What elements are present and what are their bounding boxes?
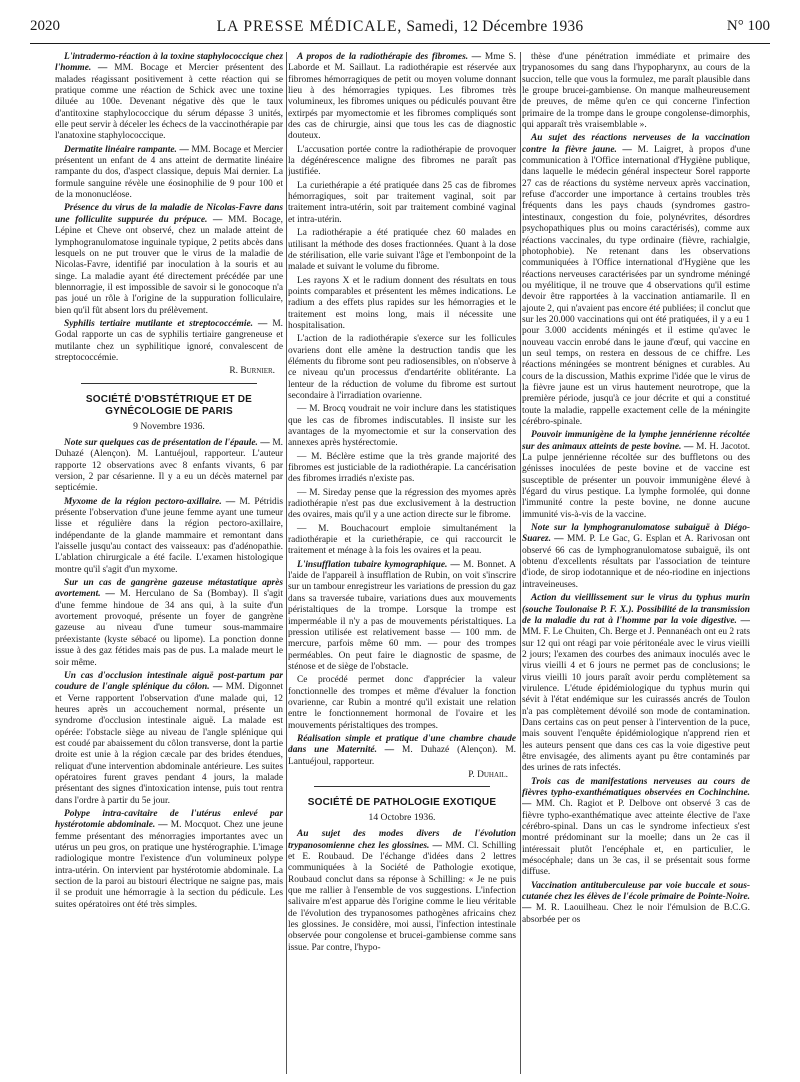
article-paragraph bbox=[55, 203, 283, 316]
article-authors: MM. Ch. Ragiot et P. Delbove bbox=[535, 799, 661, 810]
article-paragraph bbox=[55, 578, 283, 669]
article-paragraph bbox=[288, 560, 516, 673]
article-authors: M. H. Jacotot. bbox=[696, 441, 750, 452]
article-paragraph bbox=[288, 524, 516, 558]
article-title: L'intradermo-réaction à la toxine staphylococcique chez l'homme. — bbox=[55, 52, 283, 74]
article-text: Chez une jeune femme présentant des ménorragies importantes avec un utérus un peu gros, on pratique une hystérographie. L'image radiologique montre l'existence d'un volumineux polype intra-utérin. On intervient par hystérotomie abdominale. La section de la paroi au bistouri électrique ne saigne pas, mais il se produit une hémorragie à la section du pédicule. Les suites opératoires ont été très simples. bbox=[55, 820, 283, 910]
article-paragraph bbox=[288, 404, 516, 449]
article-title: Myxome de la région pectoro-axillaire. — bbox=[64, 496, 236, 507]
article-authors: MM. Bocage, Lépine et Cheve bbox=[55, 214, 283, 237]
article-paragraph bbox=[288, 52, 516, 143]
header-rule bbox=[30, 43, 770, 44]
article-paragraph: La curiethérapie a été pratiquée dans 25 cas de fibromes hémorragiques, soit par traitement vaginal, soit par traitement intra-utérin, soit par traitement combiné vaginal et intra-utérin. bbox=[288, 180, 516, 225]
article-text: ont observé 66 cas de lymphogranulomatose subaiguë, ils ont obtenu d'excellents résultats par l'association de teinture d'iode, de sirop iodotannique et de néo-riodine en injections intraveineuses. bbox=[522, 534, 750, 590]
article-text: à propos d'une communication à l'Office international d'Hygiène publique, dans laquelle le médecin général inspecteur Sorel rapporte 27 cas de réactions du système nerveux après vaccination, refuse d'accorder une importance à certains troubles très fréquents dans les pays chauds (syndromes gastro-intestinaux, congestion du foie, polynévrites, désordres psychopathiques plus ou moins caractérisés), comme aux réactions vaccinales, du type ordinaire (fièvre, rachialgie, photophobie). Ne retenant dans les observations communiquées à l'Office international d'Hygiène que les réactions nerveuses caractérisées par un syndrome méningé ou myélitique, il ne trouve que 4 observations qu'il estime devoir être rapportées à la vaccination antiamarile. Il en ajoute 2, qui n'avaient pas encore été publiées; il conclut que sur les 20.000 vaccinations qui ont été pratiquées, il y a eu 1 pour 3.000 accidents méningés et il estime qu'avec le nouveau vaccin enrobé dans le jaune d'œuf, qui vaccine en un seul temps, on restera en dessous de ce chiffre. Les réactions méningées se montrent bénignes et curables. Au cours de la discussion, Mathis exprime l'idée que le virus de la fièvre jaune est un virus hautement neurotrope, que la première période, jusqu'à ce jour décrite et qui a constitué toute la maladie, rappelle exactement celle de la méningite cérébro-spinale. bbox=[522, 144, 750, 427]
article-text: De l'échange d'idées dans 2 lettres communiquées à la Société de Pathologie exotique, Roubaud conclut dans sa réponse à Schilling: « Je ne puis que me rallier à l'ensemble de vos suggestions. L'infection salivaire m'est apparue dès l'origine comme le lieu véritable de l'évolution des trypanosomes pathogènes africains chez les glossines. Je considère, moi aussi, l'infection intestinale observée pour congolense et brucei-gambiense comme sans issue. Par contre, l'hypo- bbox=[288, 851, 516, 953]
section-heading: SOCIÉTÉ D'OBSTÉTRIQUE ET DE GYNÉCOLOGIE DE PARIS bbox=[85, 393, 253, 418]
article-title: Au sujet des modes divers de l'évolution trypanosomienne chez les glossines. — bbox=[288, 829, 516, 851]
article-title: Polype intra-cavitaire de l'utérus enlevé par hystérotomie abdominale. — bbox=[55, 808, 283, 831]
article-authors: MM. P. Le Gac, G. Esplan et A. Rarivosan bbox=[567, 534, 735, 545]
article-text: (Bombay). Il s'agit d'une femme hindoue de 34 ans qui, à la suite d'un avortement provoqué, présente un foyer de gangrène gazeuse au niveau d'une tumeur sous-mammaire préexistante (kyste sébacé ou lipome). La ponction donne issue à des gaz fétides mais pas de pus. La malade meurt le soir même. bbox=[55, 589, 283, 668]
article-paragraph bbox=[522, 523, 750, 591]
article-paragraph bbox=[55, 145, 283, 202]
article-title: Vaccination antituberculeuse par voie buccale et sous-cutanée chez les élèves de l'école primaire de Pointe-Noire. — bbox=[522, 880, 750, 914]
article-text: ont eu 2 rats sur 12 qui ont réagi par voie péritonéale avec le virus vieilli 2 jours; l'examen des courbes des animaux inoculés avec le virus vieilli 4 et 6 jours ne permet pas de conclusions; le virus vieilli 10 jours paraît avoir perdu complètement sa virulence. L'étude épidémiologique du typhus murin qui sévit à l'état endémique sur les cuirassés ancrés de Toulon n'a pas complètement dévoilé son mode de contamination. Dans certains cas on peut penser à l'intervention de la puce, mais souvent l'enquête épidémiologique n'apprend rien et les auteurs pensent que dans ces cas la voie digestive peut être envisagée, des aliments ayant pu être contaminés par des urines de rats infectés. bbox=[522, 627, 750, 774]
article-authors: MM. Digonnet et Verne bbox=[55, 682, 283, 704]
issue-number: N° 100 bbox=[726, 18, 770, 34]
article-paragraph: thèse d'une pénétration immédiate et primaire des trypanosomes du sang dans l'hypopharynx, au cours de la succion, telle que vous la formulez, me paraît plausible dans le groupe brucei-gambiense. On manque malheureusement de preuves, de même qu'en ce qui concerne l'infection primaire de la trompe dans le groupe congolense-dimorphis, qui apparaît très vraisemblable ». bbox=[522, 52, 750, 131]
article-authors: M. R. Laouilheau. bbox=[535, 903, 609, 914]
article-text: (Alençon). M. Lantuéjoul, rapporteur. L'auteur rapporte 12 observations avec 8 enfants vivants, 6 par version, 2 par césarienne. Il y a eu un décès maternel par septicémie. bbox=[55, 449, 283, 494]
article-paragraph bbox=[55, 438, 283, 495]
article-text: estime que la très grande majorité des fibromes est justiciable de la radiothérapie. La cancérisation des fibromes irradiés n'existe pas. bbox=[288, 451, 516, 485]
article-paragraph bbox=[55, 319, 283, 364]
article-authors: MM. Bocage et Mercier bbox=[191, 144, 283, 155]
section-separator bbox=[81, 383, 257, 384]
article-text: rapporte un cas de syphilis tertiaire gangreneuse et mutilante chez un syphilitique ignoré, convalescent de streptococcémie. bbox=[55, 330, 283, 363]
article-text: présente l'observation d'une jeune femme ayant une tumeur lisse et régulière dans la région pectoro-axillaire, indépendante de la glande mammaire et remontant dans l'aisselle jusqu'au contact des vaisseaux: pas d'adénopathie. L'ablation chirurgicale a été facile. L'examen histologique montre qu'il s'agit d'un myxome. bbox=[55, 508, 283, 575]
column-3 bbox=[522, 52, 750, 1077]
article-paragraph bbox=[288, 452, 516, 486]
article-authors: M. Laigret, bbox=[637, 144, 684, 155]
article-paragraph: Les rayons X et le radium donnent des résultats en tous points comparables et présentent les mêmes indications. Le radium a des effets plus rapides sur les hémorragies et le traitement est moins long, mais il nécessite une hospitalisation. bbox=[288, 275, 516, 331]
article-paragraph: L'accusation portée contre la radiothérapie de provoquer la dégénérescence maligne des fibromes ne paraît pas justifiée. bbox=[288, 144, 516, 178]
article-text: (Alençon). M. Lantuéjoul, rapporteur. bbox=[288, 745, 516, 767]
section-separator bbox=[314, 786, 490, 787]
article-title: Syphilis tertiaire mutilante et streptococcémie. — bbox=[64, 318, 268, 329]
article-authors: — M. Bouchacourt bbox=[297, 523, 389, 534]
article-text: présentent des malades réagissant positivement à cette réaction qui se pratique comme une réaction de Schick avec une toxine diluée au 100e. Devenant négative dès que le taux d'antitoxine staphylococcique du sérum dépasse 3 unités, elle peut servir à déceler les échecs de la vaccinothérapie par l'anatoxine staphylococcique. bbox=[55, 63, 283, 142]
article-paragraph bbox=[288, 734, 516, 768]
article-paragraph: L'action de la radiothérapie s'exerce sur les follicules ovariens dont elle amène la destruction tandis que les éléments du fibrome sont peu radiosensibles, on n'observe à ce niveau qu'un processus d'endartérite oblitérante. La lenteur de la réduction de volume du fibrome est surtout secondaire à l'irradiation ovarienne. bbox=[288, 334, 516, 401]
article-text: ont observé 3 cas de fièvre typho-exanthématique avec atteinte élective de l'axe cérébro-spinal. Dans un cas le syndrome infectieux s'est montré prédominant sur la moelle; dans un 2e cas il intéressait plutôt l'encéphale et, en particulier, le mésocéphale; dans un 3e cas, il se présentait sous forme diffuse. bbox=[522, 799, 750, 878]
article-authors: M. Duhazé bbox=[55, 437, 283, 460]
article-authors: — M. Brocq bbox=[297, 404, 346, 415]
article-text: rapportent l'observation d'une malade qui, 12 heures après un accouchement normal, présente un syndrome d'occlusion intestinale aiguë. La malade est opérée: l'obstacle siège au niveau de l'angle splénique qui est coudé par abaissement du côlon transverse, dont la partie droite est unie à la région cæcale par des brides étendues, reliquat d'une intervention abdominale antérieure. Les suites opératoires furent graves pendant 4 jours, la malade présentant des signes d'intoxication intense, puis tout rentra dans l'ordre à partir du 5e jour. bbox=[55, 693, 283, 806]
article-authors: — M. Sireday bbox=[297, 487, 352, 498]
article-title: Note sur quelques cas de présentation de l'épaule. — bbox=[64, 437, 270, 448]
column-divider bbox=[520, 52, 521, 1074]
article-title: Au sujet des réactions nerveuses de la vaccination contre la fièvre jaune. — bbox=[522, 133, 750, 155]
article-paragraph bbox=[55, 809, 283, 911]
article-title: Action du vieillissement sur le virus du typhus murin (souche Toulonaise P. F. X.). Possibilité de la transmission de la maladie du rat à l'homme par la voie digestive. — bbox=[522, 593, 750, 626]
article-authors: M. Godal bbox=[55, 318, 283, 341]
running-title bbox=[30, 18, 770, 36]
article-text: présentent un enfant de 4 ans atteint de dermatite linéaire rampante du dos, d'aspect classique, depuis Mai dernier. La formule sanguine révèle une éosinophilie de 9 pour 100 et de la mononucléose. bbox=[55, 156, 283, 201]
article-paragraph bbox=[288, 488, 516, 522]
article-paragraph bbox=[522, 881, 750, 926]
article-text: Chez le noir l'émulsion de B.C.G. absorbée per os bbox=[522, 903, 750, 925]
article-title: L'insufflation tubaire kymographique. — bbox=[297, 559, 460, 570]
article-authors: MM. F. Le Chuiten, Ch. Berge et J. Pennanéach bbox=[522, 627, 702, 638]
article-title: Un cas d'occlusion intestinale aiguë post-partum par coudure de l'angle splénique du côlon. — bbox=[55, 670, 283, 693]
article-authors: M. Mocquot. bbox=[170, 820, 221, 831]
article-authors: Mme S. Laborde et M. Saillaut. bbox=[288, 52, 516, 74]
article-title: Sur un cas de gangrène gazeuse métastatique après avortement. — bbox=[55, 578, 283, 600]
article-paragraph: Ce procédé permet donc d'apprécier la valeur fonctionnelle des trompes et même d'évaluer la fonction ovarienne, car Rubin a montré qu'il existait une relation entre le fonctionnement hormonal de l'ovaire et les mouvements péristaltiques des trompes. bbox=[288, 675, 516, 731]
section-heading: SOCIÉTÉ DE PATHOLOGIE EXOTIQUE bbox=[307, 797, 497, 809]
issue-date: Samedi, 12 Décembre 1936 bbox=[406, 18, 584, 35]
article-text: A l'aide de l'appareil à insufflation de Rubin, on voit s'inscrire sur un tambour enregistreur les variations de pression du gaz dans sa traversée tubaire, variations dues aux mouvements péristaltiques de la trompe. Lorsque la trompe est imperméable il n'y a pas de mouvements péristaltiques. La pression utilisée est relativement basse — 100 mm. de mercure, parfois même 60 mm. — pour des trompes perméables. On peut faire le diagnostic de spasme, de sténose et de siège de l'obstacle. bbox=[288, 559, 516, 672]
article-text: La radiothérapie est réservée aux fibromes hémorragiques de petit ou moyen volume donnant lieu à des hémorragies typiques. Les fibromes très volumineux, les fibromes uniques ou pédiculés pouvant être extirpés par myomectomie et les fibromes compliqués sont des cas de chirurgie, ainsi que tous les cas de diagnostic douteux. bbox=[288, 63, 516, 142]
column-1 bbox=[55, 52, 283, 1077]
column-2 bbox=[288, 52, 516, 1077]
article-authors: M. Bonnet. bbox=[463, 559, 507, 570]
article-paragraph bbox=[522, 777, 750, 879]
article-paragraph bbox=[288, 829, 516, 954]
article-title: Pouvoir immunigène de la lymphe jennérienne récoltée sur des animaux atteints de peste bovine. — bbox=[522, 430, 750, 452]
article-authors: MM. Cl. Schilling et E. Roubaud. bbox=[288, 840, 516, 862]
article-text: pense que la régression des myomes après radiothérapie n'est pas due exclusivement à la destruction des ovaires, mais qu'il y a une action directe sur le fibrome. bbox=[288, 487, 516, 521]
article-paragraph bbox=[55, 497, 283, 576]
column-divider bbox=[286, 52, 287, 1074]
article-paragraph bbox=[55, 52, 283, 143]
article-text: ont observé, chez un malade atteint de lymphogranulomatose inguinale typique, 2 petits abcès dans lesquels on ne put trouver que le virus de la maladie de Nicolas-Favre, identifié par inoculation à la souris et au singe. La maladie ayant été directement précédée par une blennorragie, il est impossible de savoir si le gonocoque n'a pas joué un rôle à l'origine de la suppuration folliculaire, bien qu'il fût absent lors du prélèvement. bbox=[55, 226, 283, 316]
article-authors: M. Herculano de Sa bbox=[119, 589, 203, 600]
article-text: voudrait ne voir inclure dans les statistiques que les cas de fibromes indiscutables. Il insiste sur les avantages de la myomectomie et sur la conservation des annexes après hystérectomie. bbox=[288, 404, 516, 449]
article-authors: M. Pétridis bbox=[239, 496, 283, 507]
article-title: Réalisation simple et pratique d'une chambre chaude dans une Maternité. — bbox=[288, 733, 516, 756]
signature: P. Duhail. bbox=[468, 769, 508, 780]
article-title: Présence du virus de la maladie de Nicolas-Favre dans une folliculite suppurée du prépuce. — bbox=[55, 203, 283, 225]
article-paragraph: La radiothérapie a été pratiquée chez 60 malades en utilisant la méthode des doses fractionnées. Quant à la dose de stérilisation, elle varie suivant l'âge et l'embonpoint de la malade et suivant le volume du fibrome. bbox=[288, 228, 516, 273]
article-paragraph bbox=[522, 133, 750, 428]
page-number: 2020 bbox=[30, 18, 60, 34]
article-paragraph bbox=[522, 593, 750, 775]
article-title: A propos de la radiothérapie des fibromes. — bbox=[297, 52, 482, 62]
article-text: emploie simultanément la radiothérapie et la curiethérapie, ce qui raccourcit le traitement et ménage à la fois les ovaires et la peau. bbox=[288, 523, 516, 557]
journal-name: LA PRESSE MÉDICALE, bbox=[216, 18, 403, 35]
article-authors: — M. Béclère bbox=[297, 451, 356, 462]
article-title: Dermatite linéaire rampante. — bbox=[64, 144, 189, 155]
article-authors: M. Duhazé bbox=[402, 745, 450, 756]
session-date: 14 Octobre 1936. bbox=[368, 811, 436, 823]
session-date: 9 Novembre 1936. bbox=[133, 420, 205, 432]
article-paragraph bbox=[55, 671, 283, 807]
article-paragraph bbox=[522, 430, 750, 521]
article-title: Note sur la lymphogranulomatose subaiguë à Diégo-Suarez. — bbox=[522, 523, 750, 545]
signature: R. Burnier. bbox=[229, 366, 275, 377]
article-text: La pulpe jennérienne récoltée sur des buffletons ou des génisses inoculées de peste bovine et de vaccine est susceptible de présenter un pouvoir immunigène élevé à l'égard du virus pestique. La lymphe formolée, qui donne l'immunité contre la peste bovine, ne donne aucune immunité vis-à-vis de la vaccine. bbox=[522, 453, 750, 520]
article-authors: MM. Bocage et Mercier bbox=[114, 63, 219, 74]
page-header bbox=[30, 18, 770, 44]
article-title: Trois cas de manifestations nerveuses au cours de fièvres typho-exanthématiques observées en Cochinchine. — bbox=[522, 776, 750, 810]
